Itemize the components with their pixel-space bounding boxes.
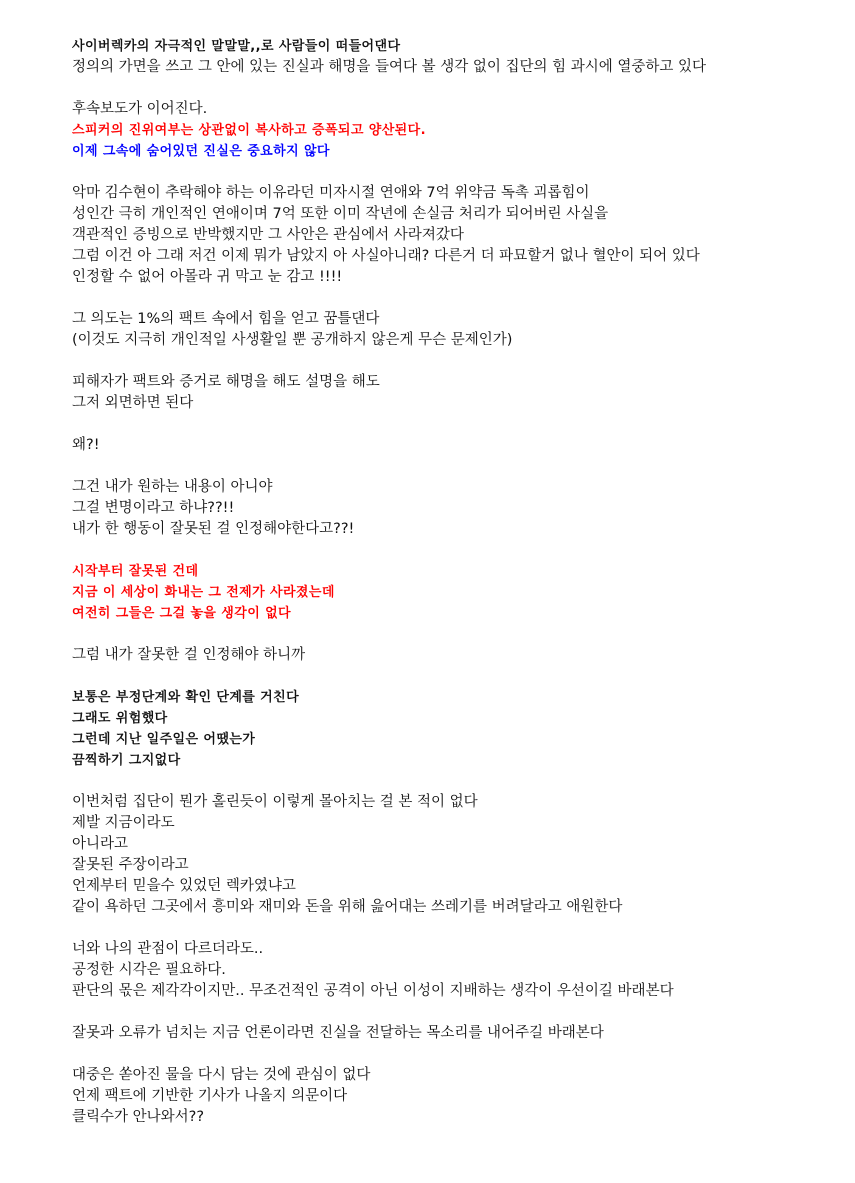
text-line: 후속보도가 이어진다. [72, 101, 208, 117]
text-line: 그럼 내가 잘못한 걸 인정해야 하니까 [72, 647, 306, 663]
blank-line [72, 78, 812, 99]
emphasis-line: 보통은 부정단계와 확인 단계를 거친다 [72, 690, 300, 705]
text-line: 언제부터 믿을수 있었던 렉카였냐고 [72, 878, 296, 894]
emphasis-line: 이제 그속에 숨어있던 진실은 중요하지 않다 [72, 144, 330, 159]
text-line: 제발 지금이라도 [72, 815, 175, 831]
text-line: 그걸 변명이라고 하냐??!! [72, 500, 235, 516]
text-line: 같이 욕하던 그곳에서 흥미와 재미와 돈을 위해 읊어대는 쓰레기를 버려달라고 애원한다 [72, 899, 623, 915]
text-line: 잘못된 주장이라고 [72, 857, 189, 873]
text-line: 객관적인 증빙으로 반박했지만 그 사안은 관심에서 사라져갔다 [72, 227, 464, 243]
emphasis-line: 지금 이 세상이 화내는 그 전제가 사라졌는데 [72, 585, 335, 600]
emphasis-line: 시작부터 잘못된 건데 [72, 564, 199, 579]
text-line: 아니라고 [72, 836, 129, 852]
text-line: 악마 김수현이 추락해야 하는 이유라던 미자시절 연애와 7억 위약금 독촉 괴롭힘이 [72, 185, 590, 201]
blank-line [72, 1044, 812, 1065]
text-line: 피해자가 팩트와 증거로 해명을 해도 설명을 해도 [72, 374, 380, 390]
blank-line [72, 666, 812, 687]
text-line: 정의의 가면을 쓰고 그 안에 있는 진실과 해명을 들여다 볼 생각 없이 집단의 힘 과시에 열중하고 있다 [72, 59, 707, 75]
text-line: 그건 내가 원하는 내용이 아니야 [72, 479, 273, 495]
document-body [72, 36, 812, 1128]
text-line: (이것도 지극히 개인적일 사생활일 뿐 공개하지 않은게 무슨 문제인가) [72, 332, 513, 348]
blank-line [72, 540, 812, 561]
text-line: 내가 한 행동이 잘못된 걸 인정해야한다고??! [72, 521, 355, 537]
text-line: 잘못과 오류가 넘치는 지금 언론이라면 진실을 전달하는 목소리를 내어주길 바래본다 [72, 1025, 604, 1041]
emphasis-line: 사이버렉카의 자극적인 말말말,,로 사람들이 떠들어댄다 [72, 39, 401, 54]
text-line: 그저 외면하면 된다 [72, 395, 194, 411]
text-line: 성인간 극히 개인적인 연애이며 7억 또한 이미 작년에 손실금 처리가 되어버린 사실을 [72, 206, 609, 222]
blank-line [72, 1002, 812, 1023]
text-line: 왜?! [72, 437, 100, 453]
blank-line [72, 771, 812, 792]
emphasis-line: 끔찍하기 그지없다 [72, 753, 181, 768]
blank-line [72, 624, 812, 645]
text-line: 공정한 시각은 필요하다. [72, 962, 226, 978]
text-line: 인정할 수 없어 아몰라 귀 막고 눈 감고 !!!! [72, 269, 343, 285]
blank-line [72, 288, 812, 309]
blank-line [72, 414, 812, 435]
emphasis-line: 여전히 그들은 그걸 놓을 생각이 없다 [72, 606, 291, 621]
emphasis-line: 그런데 지난 일주일은 어땠는가 [72, 732, 256, 747]
emphasis-line: 그래도 위험했다 [72, 711, 168, 726]
text-line: 너와 나의 관점이 다르더라도.. [72, 941, 264, 957]
text-line: 판단의 몫은 제각각이지만.. 무조건적인 공격이 아닌 이성이 지배하는 생각이 우선이길 바래본다 [72, 983, 674, 999]
blank-line [72, 162, 812, 183]
blank-line [72, 456, 812, 477]
text-line: 그 의도는 1%의 팩트 속에서 힘을 얻고 꿈틀댄다 [72, 311, 380, 327]
emphasis-line: 스피커의 진위여부는 상관없이 복사하고 증폭되고 양산된다. [72, 123, 426, 138]
text-line: 대중은 쏟아진 물을 다시 담는 것에 관심이 없다 [72, 1067, 371, 1083]
text-line: 이번처럼 집단이 뭔가 홀린듯이 이렇게 몰아치는 걸 본 적이 없다 [72, 794, 478, 810]
text-line: 클릭수가 안나와서?? [72, 1109, 205, 1125]
blank-line [72, 918, 812, 939]
text-line: 언제 팩트에 기반한 기사가 나올지 의문이다 [72, 1088, 348, 1104]
blank-line [72, 351, 812, 372]
text-line: 그럼 이건 아 그래 저건 이제 뭐가 남았지 아 사실아니래? 다른거 더 파묘할거 없나 혈안이 되어 있다 [72, 248, 700, 264]
